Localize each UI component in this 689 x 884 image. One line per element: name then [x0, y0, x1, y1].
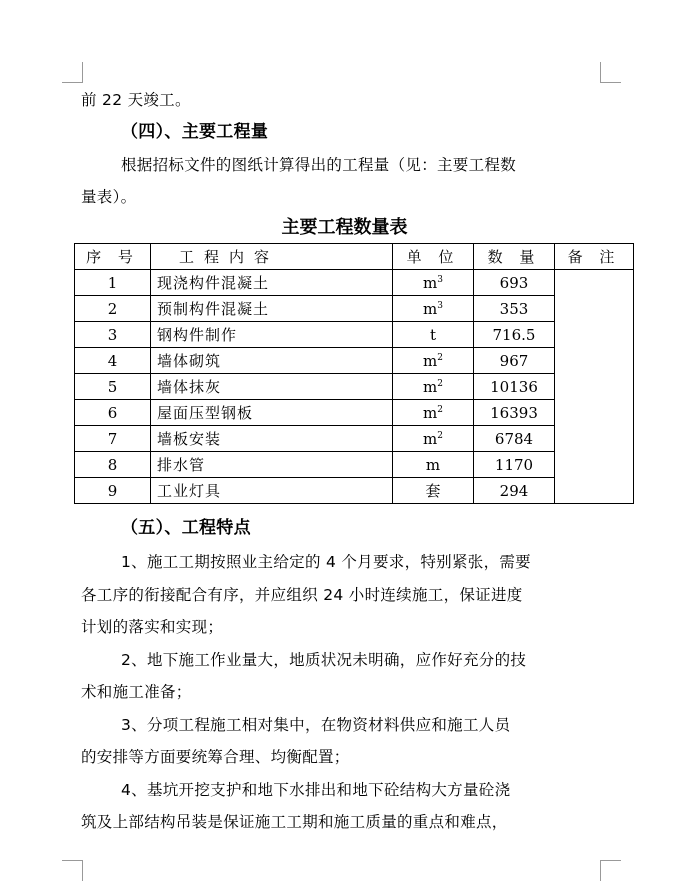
row-unit: $m^2$ [393, 374, 474, 400]
paragraph-line: 计划的落实和实现； [81, 618, 224, 636]
paragraph-line: 各工序的衔接配合有序，并应组织 24 小时连续施工，保证进度 [81, 586, 523, 604]
paragraph-line: 筑及上部结构吊装是保证施工工期和施工质量的重点和难点， [81, 813, 508, 831]
table-row [75, 348, 634, 374]
row-quantity: 16393 [474, 400, 555, 426]
quantity-table [74, 243, 634, 504]
row-unit: m [393, 452, 474, 478]
table-row [75, 400, 634, 426]
table-row [75, 478, 634, 504]
row-no: 8 [75, 452, 151, 478]
row-quantity: 716.5 [474, 322, 555, 348]
table-row [75, 322, 634, 348]
page-corner-mark-bottom-left [62, 860, 83, 881]
header-quantity: 数 量 [474, 244, 555, 270]
row-unit: $m^2$ [393, 400, 474, 426]
row-no: 4 [75, 348, 151, 374]
row-unit: $m^2$ [393, 426, 474, 452]
row-content: 墙体抹灰 [151, 374, 393, 400]
row-quantity: 353 [474, 296, 555, 322]
paragraph-line: 前 22 天竣工。 [81, 91, 191, 109]
row-no: 7 [75, 426, 151, 452]
row-unit: $m^2$ [393, 348, 474, 374]
row-no: 2 [75, 296, 151, 322]
row-no: 9 [75, 478, 151, 504]
header-content: 工程内容 [151, 244, 393, 270]
row-no: 1 [75, 270, 151, 296]
row-content: 排水管 [151, 452, 393, 478]
row-quantity: 6784 [474, 426, 555, 452]
row-quantity: 10136 [474, 374, 555, 400]
row-content: 墙体砌筑 [151, 348, 393, 374]
row-unit: 套 [393, 478, 474, 504]
page-corner-mark-bottom-right [600, 860, 621, 881]
paragraph-line: 4、基坑开挖支护和地下水排出和地下砼结构大方量砼浇 [121, 781, 511, 799]
table-header-row [75, 244, 634, 270]
table-title: 主要工程数量表 [281, 217, 408, 238]
row-content: 预制构件混凝土 [151, 296, 393, 322]
paragraph-line: 量表）。 [81, 188, 137, 206]
row-unit: t [393, 322, 474, 348]
header-unit: 单 位 [393, 244, 474, 270]
paragraph-line: 的安排等方面要统筹合理、均衡配置； [81, 748, 350, 766]
note-cell [555, 270, 634, 504]
row-no: 6 [75, 400, 151, 426]
row-content: 墙板安装 [151, 426, 393, 452]
paragraph-line: 2、地下施工作业量大，地质状况未明确，应作好充分的技 [121, 651, 527, 669]
table-row [75, 270, 634, 296]
row-quantity: 1170 [474, 452, 555, 478]
paragraph-line: 术和施工准备； [81, 683, 192, 701]
page-corner-mark-top-right [600, 62, 621, 83]
section-heading-4: （四）、主要工程量 [121, 122, 269, 142]
row-quantity: 693 [474, 270, 555, 296]
row-no: 5 [75, 374, 151, 400]
row-content: 钢构件制作 [151, 322, 393, 348]
paragraph-line: 1、施工工期按照业主给定的 4 个月要求，特别紧张，需要 [121, 553, 531, 571]
section-heading-5: （五）、工程特点 [121, 518, 251, 538]
row-unit: $m^3$ [393, 296, 474, 322]
row-content: 屋面压型钢板 [151, 400, 393, 426]
row-content: 工业灯具 [151, 478, 393, 504]
table-row [75, 296, 634, 322]
table-row [75, 374, 634, 400]
paragraph-line: 根据招标文件的图纸计算得出的工程量（见：主要工程数 [121, 156, 517, 174]
row-quantity: 967 [474, 348, 555, 374]
header-note: 备 注 [555, 244, 634, 270]
row-quantity: 294 [474, 478, 555, 504]
page-corner-mark-top-left [62, 62, 83, 83]
table-row [75, 452, 634, 478]
table-row [75, 426, 634, 452]
row-no: 3 [75, 322, 151, 348]
paragraph-line: 3、分项工程施工相对集中，在物资材料供应和施工人员 [121, 716, 511, 734]
header-no: 序 号 [75, 244, 151, 270]
row-content: 现浇构件混凝土 [151, 270, 393, 296]
row-unit: $m^3$ [393, 270, 474, 296]
